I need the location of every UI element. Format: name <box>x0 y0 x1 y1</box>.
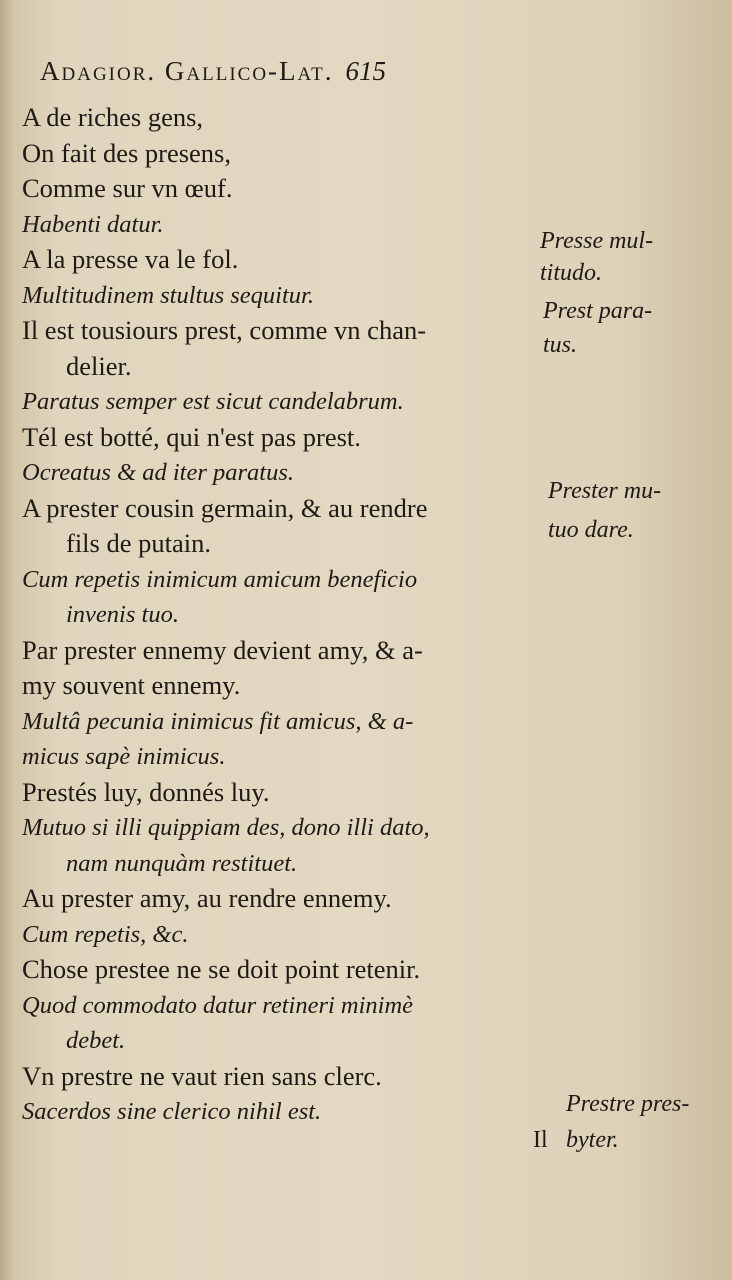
french-line: Prestés luy, donnés luy. <box>22 776 270 807</box>
page-number: 615 <box>345 56 386 86</box>
margin-note: Prest para- <box>543 298 653 324</box>
margin-note: Il <box>533 1127 548 1153</box>
french-line: my souvent ennemy. <box>22 670 241 700</box>
french-line: Comme sur vn œuf. <box>22 173 233 203</box>
running-header <box>40 56 386 87</box>
french-line: A prester cousin germain, & au rendre <box>22 492 428 523</box>
latin-line: Ocreatus & ad iter paratus. <box>22 459 294 486</box>
french-line: On fait des presens, <box>22 137 231 168</box>
french-line: Chose prestee ne se doit point retenir. <box>22 954 421 984</box>
latin-line: Quod commodato datur retineri minimè <box>22 991 414 1019</box>
page-edge-shadow <box>0 0 14 1280</box>
latin-line: debet. <box>66 1027 126 1054</box>
margin-note: Prestre pres- <box>566 1091 690 1117</box>
latin-line: nam nunquàm restituet. <box>66 849 298 877</box>
text-body <box>22 100 542 1130</box>
latin-line: invenis tuo. <box>66 601 179 628</box>
french-line: delier. <box>66 350 132 381</box>
margin-note: byter. <box>566 1127 619 1153</box>
latin-line: Multitudinem stultus sequitur. <box>22 281 314 309</box>
latin-line: Cum repetis inimicum amicum beneficio <box>22 565 418 593</box>
margin-note: Presse mul- <box>540 228 654 254</box>
french-line: A la presse va le fol. <box>22 244 239 274</box>
latin-line: Paratus semper est sicut candelabrum. <box>22 388 404 415</box>
margin-note: titudo. <box>540 260 603 286</box>
french-line: A de riches gens, <box>22 102 204 132</box>
latin-line: Multâ pecunia inimicus fit amicus, & a- <box>22 707 414 735</box>
french-line: Au prester amy, au rendre ennemy. <box>22 883 392 913</box>
margin-note: Prester mu- <box>548 478 662 504</box>
latin-line: micus sapè inimicus. <box>22 743 226 770</box>
latin-line: Sacerdos sine clerico nihil est. <box>22 1098 322 1125</box>
french-line: Tél est botté, qui n'est pas prest. <box>22 421 361 452</box>
margin-note: tuo dare. <box>548 517 634 543</box>
latin-line: Mutuo si illi quippiam des, dono illi dato, <box>22 814 430 841</box>
french-line: Par prester ennemy devient amy, & a- <box>22 634 423 665</box>
french-line: Il est tousiours prest, comme vn chan- <box>22 315 427 345</box>
margin-note: tus. <box>543 332 578 358</box>
french-line: Vn prestre ne vaut rien sans clerc. <box>22 1060 382 1091</box>
latin-line: Cum repetis, &c. <box>22 920 189 948</box>
latin-line: Habenti datur. <box>22 210 164 238</box>
french-line: fils de putain. <box>66 528 211 558</box>
header-title: Adagior. Gallico-Lat. <box>40 56 334 86</box>
